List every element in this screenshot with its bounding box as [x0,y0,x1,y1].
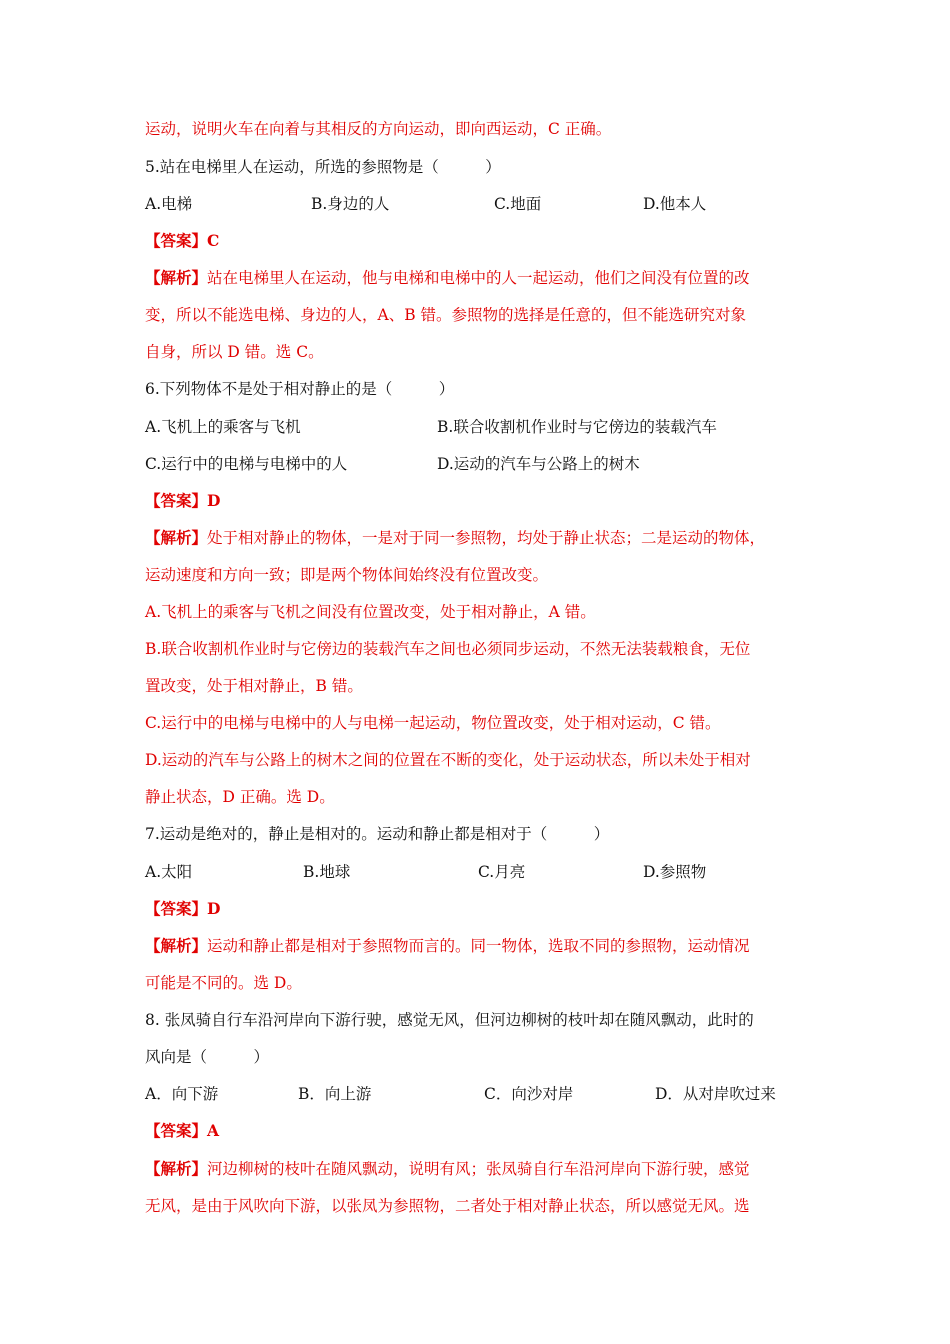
option-c: C.月亮 [478,863,526,881]
option-c: C．向沙对岸 [484,1085,574,1103]
answer-q8: 【答案】A [145,1121,220,1140]
analysis-q6-line-3: A.飞机上的乘客与飞机之间没有位置改变，处于相对静止，A 错。 [145,603,596,621]
analysis-q6-line-2: 运动速度和方向一致；即是两个物体间始终没有位置改变。 [145,566,549,584]
analysis-q6-line-1: 【解析】处于相对静止的物体，一是对于同一参照物，均处于静止状态；二是运动的物体， [145,528,766,547]
option-b: B.联合收割机作业时与它傍边的装载汽车 [437,418,717,436]
option-d: D.他本人 [643,195,707,213]
answer-q7: 【答案】D [145,899,221,918]
option-d: D.运动的汽车与公路上的树木 [437,455,640,473]
analysis-q6-line-7: D.运动的汽车与公路上的树木之间的位置在不断的变化，处于运动状态，所以未处于相对 [145,751,751,769]
answer-q6: 【答案】D [145,491,221,510]
options-q6-row-1 [145,415,845,439]
analysis-tag: 【解析】 [145,936,208,955]
option-c: C.运行中的电梯与电梯中的人 [145,455,348,473]
analysis-q6-line-8: 静止状态，D 正确。选 D。 [145,788,335,806]
explanation-line: 运动，说明火车在向着与其相反的方向运动，即向西运动，C 正确。 [145,120,612,138]
analysis-q7-line-1: 【解析】运动和静止都是相对于参照物而言的。同一物体，选取不同的参照物，运动情况 [145,936,750,955]
option-a: A.飞机上的乘客与飞机 [145,418,301,436]
analysis-q8-line-2: 无风，是由于风吹向下游，以张凤为参照物，二者处于相对静止状态，所以感觉无风。选 [145,1197,750,1215]
analysis-tag: 【解析】 [145,268,208,287]
question-6: 6.下列物体不是处于相对静止的是（ ） [145,380,455,398]
analysis-q6-line-5: 置改变，处于相对静止，B 错。 [145,677,363,695]
option-a: A．向下游 [145,1085,219,1103]
question-7: 7.运动是绝对的，静止是相对的。运动和静止都是相对于（ ） [145,825,610,843]
options-q8 [145,1082,845,1106]
option-b: B.身边的人 [311,195,390,213]
analysis-q8-line-1: 【解析】河边柳树的枝叶在随风飘动，说明有风；张凤骑自行车沿河岸向下游行驶，感觉 [145,1159,750,1178]
analysis-tag: 【解析】 [145,528,208,547]
analysis-q5-line-1: 【解析】站在电梯里人在运动，他与电梯和电梯中的人一起运动，他们之间没有位置的改 [145,268,750,287]
analysis-tag: 【解析】 [145,1159,208,1178]
option-b: B．向上游 [298,1085,372,1103]
option-c: C.地面 [494,195,542,213]
analysis-q5-line-2: 变，所以不能选电梯、身边的人，A、B 错。参照物的选择是任意的，但不能选研究对象 [145,306,747,324]
analysis-q6-line-6: C.运行中的电梯与电梯中的人与电梯一起运动，物位置改变，处于相对运动，C 错。 [145,714,721,732]
option-a: A.电梯 [145,195,193,213]
question-5: 5.站在电梯里人在运动，所选的参照物是（ ） [145,158,501,176]
answer-q5: 【答案】C [145,231,220,250]
option-d: D.参照物 [643,863,707,881]
analysis-q6-line-4: B.联合收割机作业时与它傍边的装载汽车之间也必须同步运动，不然无法装载粮食，无位 [145,640,751,658]
question-8-line-2: 风向是（ ） [145,1048,270,1066]
options-q6-row-2 [145,452,845,476]
options-q5 [145,192,845,216]
option-b: B.地球 [303,863,351,881]
analysis-q7-line-2: 可能是不同的。选 D。 [145,974,302,992]
option-d: D．从对岸吹过来 [655,1085,776,1103]
option-a: A.太阳 [145,863,193,881]
analysis-q5-line-3: 自身，所以 D 错。选 C。 [145,343,324,361]
options-q7 [145,860,845,884]
question-8-line-1: 8. 张凤骑自行车沿河岸向下游行驶，感觉无风，但河边柳树的枝叶却在随风飘动，此时的 [145,1011,754,1029]
